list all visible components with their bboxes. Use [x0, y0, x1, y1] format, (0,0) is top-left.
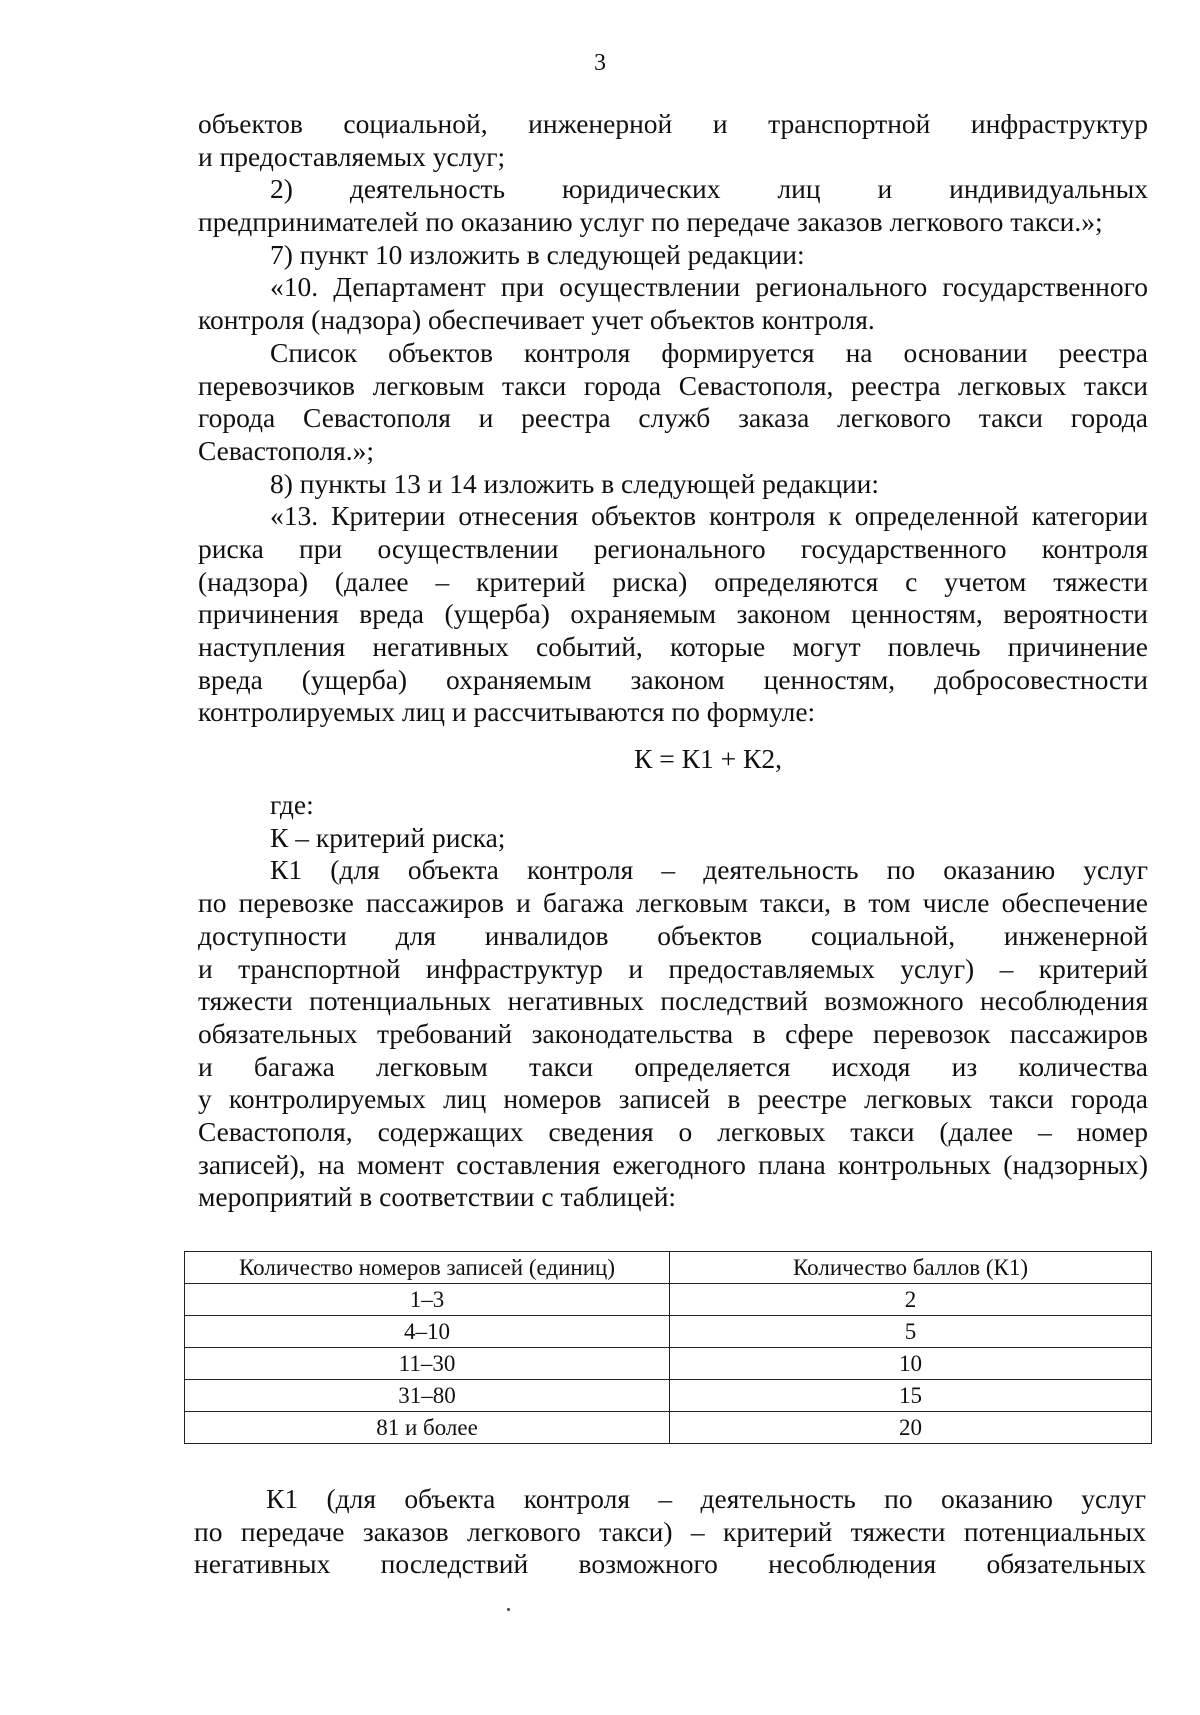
- table-cell: 81 и более: [185, 1412, 670, 1444]
- text-line: предпринимателей по оказанию услуг по передаче заказов легкового такси.»;: [198, 206, 1103, 238]
- points-table: [184, 1251, 1152, 1444]
- table-cell: 20: [670, 1412, 1152, 1444]
- text-line: К1 (для объекта контроля – деятельность по оказанию услуг: [270, 854, 1148, 886]
- text-line: у контролируемых лиц номеров записей в реестре легковых такси города: [198, 1083, 1148, 1115]
- scan-speck: [507, 1608, 510, 1611]
- text-line: 7) пункт 10 изложить в следующей редакции:: [270, 238, 805, 270]
- text-line: тяжести потенциальных негативных последствий возможного несоблюдения: [198, 985, 1148, 1017]
- text-line: «13. Критерии отнесения объектов контроля к определенной категории: [270, 500, 1148, 532]
- text-line: где:: [270, 789, 314, 821]
- text-line: города Севастополя и реестра служб заказа легкового такси города: [198, 402, 1148, 434]
- text-block-top: [198, 108, 1148, 1214]
- text-line: наступления негативных событий, которые могут повлечь причинение: [198, 631, 1148, 662]
- table-cell: 2: [670, 1284, 1152, 1316]
- text-line: мероприятий в соответствии с таблицей:: [198, 1181, 677, 1213]
- text-line: записей), на момент составления ежегодного плана контрольных (надзорных): [198, 1148, 1148, 1180]
- text-line: по перевозке пассажиров и багажа легковым такси, в том числе обеспечение: [198, 887, 1148, 919]
- text-block-bottom: [194, 1483, 1146, 1581]
- text-line: 2) деятельность юридических лиц и индивидуальных: [270, 173, 1148, 205]
- table-cell: 1–3: [185, 1284, 670, 1316]
- table-row: [185, 1284, 1152, 1316]
- text-line: Севастополя.»;: [198, 434, 375, 466]
- text-line: доступности для инвалидов объектов социальной, инженерной: [198, 919, 1148, 951]
- text-line: негативных последствий возможного несоблюдения обязательных: [194, 1548, 1146, 1580]
- table-cell: 31–80: [185, 1380, 670, 1412]
- page-number: 3: [594, 50, 606, 76]
- text-line: перевозчиков легковым такси города Севастополя, реестра легковых такси: [198, 369, 1148, 401]
- text-line: и транспортной инфраструктур и предоставляемых услуг) – критерий: [198, 952, 1148, 984]
- text-line: объектов социальной, инженерной и транспортной инфраструктур: [198, 108, 1148, 139]
- text-line: и багажа легковым такси определяется исходя из количества: [198, 1050, 1148, 1082]
- text-line: «10. Департамент при осуществлении регионального государственного: [270, 271, 1148, 303]
- table-cell: 5: [670, 1316, 1152, 1348]
- text-line: и предоставляемых услуг;: [198, 140, 506, 172]
- text-line: обязательных требований законодательства в сфере перевозок пассажиров: [198, 1017, 1148, 1049]
- text-line: 8) пункты 13 и 14 изложить в следующей редакции:: [270, 467, 880, 499]
- table-cell: 15: [670, 1380, 1152, 1412]
- formula: К = К1 + К2,: [634, 743, 782, 775]
- text-line: по передаче заказов легкового такси) – критерий тяжести потенциальных: [194, 1515, 1146, 1547]
- text-line: (надзора) (далее – критерий риска) определяются с учетом тяжести: [198, 565, 1148, 597]
- text-line: контролируемых лиц и рассчитываются по формуле:: [198, 696, 816, 728]
- table-row: [185, 1380, 1152, 1412]
- table-row: [185, 1348, 1152, 1380]
- table-header-cell: Количество баллов (К1): [670, 1252, 1152, 1284]
- text-line: К1 (для объекта контроля – деятельность по оказанию услуг: [266, 1483, 1146, 1514]
- table-cell: 10: [670, 1348, 1152, 1380]
- table-row: [185, 1412, 1152, 1444]
- text-line: К – критерий риска;: [270, 821, 506, 853]
- table-header-cell: Количество номеров записей (единиц): [185, 1252, 670, 1284]
- text-line: риска при осуществлении регионального государственного контроля: [198, 532, 1148, 564]
- text-line: Список объектов контроля формируется на основании реестра: [270, 336, 1148, 368]
- text-line: контроля (надзора) обеспечивает учет объектов контроля.: [198, 304, 875, 336]
- table-row: [185, 1316, 1152, 1348]
- text-line: вреда (ущерба) охраняемым законом ценностям, добросовестности: [198, 663, 1148, 695]
- table-cell: 11–30: [185, 1348, 670, 1380]
- table-header-row: [185, 1252, 1152, 1284]
- table-cell: 4–10: [185, 1316, 670, 1348]
- text-line: причинения вреда (ущерба) охраняемым законом ценностям, вероятности: [198, 598, 1148, 630]
- text-line: Севастополя, содержащих сведения о легковых такси (далее – номер: [198, 1115, 1148, 1147]
